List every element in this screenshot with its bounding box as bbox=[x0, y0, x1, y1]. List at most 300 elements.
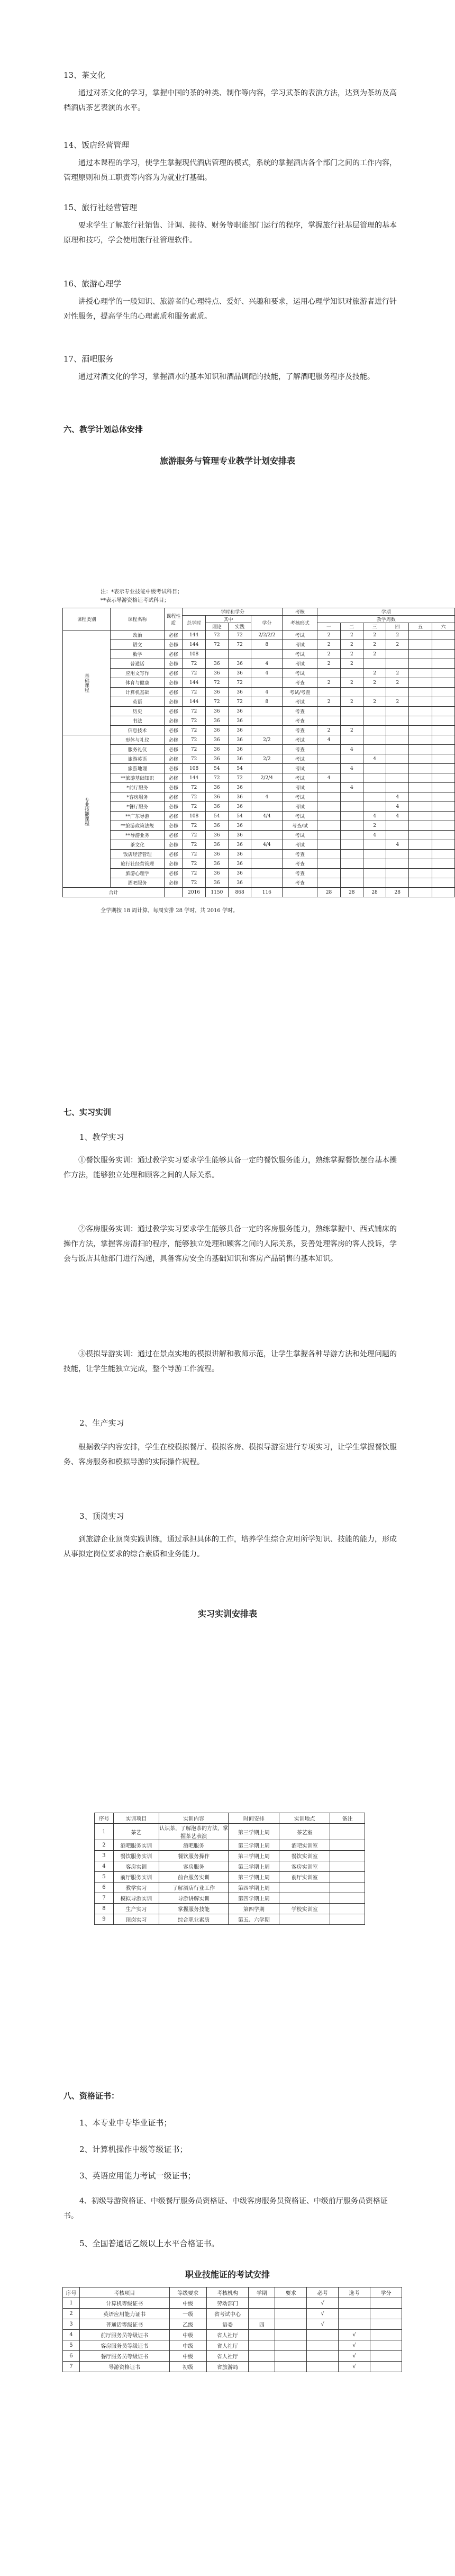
cert-cell: 四 bbox=[249, 2319, 275, 2330]
course-15-text: 要求学生了解旅行社销售、计调、接待、财务等职能部门运行的程序，掌握旅行社基层管理的基本原理和技巧，学会使用旅行社管理软件。 bbox=[63, 221, 397, 245]
cert-item-2: 2、计算机操作中级等级证书； bbox=[79, 2145, 188, 2154]
cert-cell: 3 bbox=[63, 2319, 80, 2330]
plan-cell bbox=[386, 764, 409, 773]
cert-cell bbox=[370, 2330, 402, 2340]
plan-cell bbox=[340, 812, 363, 821]
plan-cell: 必修 bbox=[165, 745, 183, 754]
internship-cell: 客房实训 bbox=[113, 1861, 159, 1872]
cert-cell bbox=[370, 2319, 402, 2330]
internship-cell: 第三学期上周 bbox=[229, 1824, 279, 1840]
cert-cell bbox=[249, 2309, 275, 2319]
plan-cell: 必修 bbox=[165, 678, 183, 688]
plan-cell bbox=[432, 688, 454, 697]
internship-row bbox=[95, 1840, 365, 1851]
plan-cell: 36 bbox=[228, 707, 251, 716]
plan-cell: 108 bbox=[183, 812, 205, 821]
plan-cell bbox=[340, 831, 363, 840]
plan-cell: 72 bbox=[183, 669, 205, 678]
plan-cell: 72 bbox=[183, 821, 205, 831]
plan-cell bbox=[432, 745, 454, 754]
plan-cell: 必修 bbox=[165, 783, 183, 792]
plan-cell: 考试 bbox=[283, 802, 317, 812]
plan-row bbox=[63, 735, 455, 745]
plan-cell: **广东导游 bbox=[110, 812, 164, 821]
plan-cell: 54 bbox=[205, 812, 228, 821]
plan-row bbox=[63, 745, 455, 754]
plan-cell: 必修 bbox=[165, 650, 183, 659]
plan-cell: 36 bbox=[205, 840, 228, 850]
plan-cell: 必修 bbox=[165, 792, 183, 802]
plan-cell bbox=[432, 640, 454, 650]
plan-row bbox=[63, 659, 455, 669]
plan-cell bbox=[432, 840, 454, 850]
plan-cell: 考查/试 bbox=[283, 821, 317, 831]
plan-cell bbox=[386, 869, 409, 878]
cert-cell: √ bbox=[339, 2362, 370, 2372]
col-total: 总学时 bbox=[183, 616, 205, 631]
internship-cell: 第三学期上周 bbox=[229, 1851, 279, 1861]
plan-cell: 应用文写作 bbox=[110, 669, 164, 678]
cert-cell: 省人社厅 bbox=[206, 2351, 249, 2362]
internship-cell: 第三学期上周 bbox=[229, 1840, 279, 1851]
cert-cell: 中级 bbox=[169, 2298, 206, 2309]
plan-cell bbox=[409, 764, 432, 773]
plan-cell bbox=[340, 840, 363, 850]
plan-cell: 考查 bbox=[283, 878, 317, 888]
cert-cell: 乙级 bbox=[169, 2319, 206, 2330]
plan-row bbox=[63, 821, 455, 831]
col-exam: 考核 bbox=[283, 608, 317, 616]
course-14-head: 14、饭店经营管理 bbox=[63, 140, 130, 150]
plan-cell: 36 bbox=[205, 688, 228, 697]
plan-cell: 考试 bbox=[283, 792, 317, 802]
internship-cell: 客房服务 bbox=[159, 1861, 229, 1872]
cert-cell bbox=[339, 2309, 370, 2319]
plan-cell: *前厅服务 bbox=[110, 783, 164, 792]
plan-cell bbox=[409, 688, 432, 697]
plan-cell: 2 bbox=[363, 640, 386, 650]
plan-cell: 72 bbox=[205, 697, 228, 707]
plan-row bbox=[63, 631, 455, 640]
plan-cell: 4 bbox=[386, 840, 409, 850]
plan-cell: 2 bbox=[317, 678, 340, 688]
plan-cell: 2/2 bbox=[251, 735, 283, 745]
plan-cell bbox=[340, 859, 363, 869]
plan-cell bbox=[409, 659, 432, 669]
plan-cell: 36 bbox=[205, 735, 228, 745]
sem-1: 一 bbox=[317, 623, 340, 631]
plan-cell: 4 bbox=[386, 792, 409, 802]
plan-cell bbox=[409, 831, 432, 840]
plan-row bbox=[63, 697, 455, 707]
internship-cell: 认识茶，了解泡茶的方法，掌握茶艺表演 bbox=[159, 1824, 229, 1840]
internship-row bbox=[95, 1904, 365, 1914]
plan-cell bbox=[251, 821, 283, 831]
plan-cell bbox=[317, 840, 340, 850]
plan-cell: 72 bbox=[183, 840, 205, 850]
plan-cell bbox=[409, 678, 432, 688]
plan-cell bbox=[317, 821, 340, 831]
col-credit: 学分 bbox=[251, 616, 283, 631]
plan-cell bbox=[340, 802, 363, 812]
plan-row bbox=[63, 650, 455, 659]
plan-cell bbox=[432, 716, 454, 726]
plan-cell: 考试 bbox=[283, 783, 317, 792]
plan-cell: 2 bbox=[363, 669, 386, 678]
cert-cell: √ bbox=[339, 2340, 370, 2351]
cert-cell: 中级 bbox=[169, 2351, 206, 2362]
plan-cell: 2/2/2/2 bbox=[251, 631, 283, 640]
plan-cell: 36 bbox=[205, 783, 228, 792]
plan-cell: 必修 bbox=[165, 697, 183, 707]
plan-cell: 4 bbox=[317, 735, 340, 745]
plan-cell bbox=[432, 792, 454, 802]
plan-cell: 36 bbox=[205, 869, 228, 878]
internship-cell: 第四学期上周 bbox=[229, 1883, 279, 1893]
plan-cell bbox=[317, 745, 340, 754]
plan-row bbox=[63, 707, 455, 716]
plan-note-2: **表示导游资格证考试科目； bbox=[101, 598, 169, 604]
course-17-text: 通过对酒文化的学习，掌握酒水的基本知识和酒品调配的技能，了解酒吧服务程序及技能。 bbox=[78, 373, 375, 381]
plan-cell bbox=[251, 802, 283, 812]
plan-cell: 2 bbox=[386, 631, 409, 640]
plan-cell bbox=[363, 659, 386, 669]
cert-cell bbox=[370, 2362, 402, 2372]
internship-cell: 第五、六学期 bbox=[229, 1914, 279, 1925]
plan-cell: 2 bbox=[317, 659, 340, 669]
plan-cell bbox=[228, 650, 251, 659]
plan-cell bbox=[363, 764, 386, 773]
plan-cell bbox=[363, 707, 386, 716]
internship-cell: 掌握服务技能 bbox=[159, 1904, 229, 1914]
plan-cell: 72 bbox=[183, 707, 205, 716]
plan-cell bbox=[409, 821, 432, 831]
plan-cell bbox=[409, 802, 432, 812]
plan-cell bbox=[363, 792, 386, 802]
plan-note-1: 注：*表示专业技能中级考试科目； bbox=[101, 589, 183, 595]
plan-cell bbox=[363, 726, 386, 735]
internship-table bbox=[94, 1813, 365, 1925]
plan-cell: 72 bbox=[228, 773, 251, 783]
course-13-head: 13、茶文化 bbox=[63, 70, 106, 80]
plan-cell: 必修 bbox=[165, 669, 183, 678]
cert-cell bbox=[275, 2330, 307, 2340]
plan-cell: 72 bbox=[205, 773, 228, 783]
internship-cell: 餐饮实训室 bbox=[279, 1851, 330, 1861]
plan-cell: 4 bbox=[340, 745, 363, 754]
plan-cell: 旅游心理学 bbox=[110, 869, 164, 878]
internship-row bbox=[95, 1914, 365, 1925]
plan-cell: 36 bbox=[228, 792, 251, 802]
plan-cell: 考试/考查 bbox=[283, 688, 317, 697]
plan-cell: 72 bbox=[183, 754, 205, 764]
plan-cell bbox=[317, 878, 340, 888]
plan-cell: 酒吧服务 bbox=[110, 878, 164, 888]
plan-total-cell bbox=[409, 888, 432, 897]
plan-cell: 考试 bbox=[283, 764, 317, 773]
it-h-no: 序号 bbox=[95, 1813, 114, 1824]
cert-cell bbox=[339, 2298, 370, 2309]
plan-total-cell: 28 bbox=[386, 888, 409, 897]
plan-cell bbox=[340, 688, 363, 697]
plan-cell: 54 bbox=[205, 764, 228, 773]
plan-cell: 2 bbox=[340, 678, 363, 688]
cert-cell bbox=[275, 2319, 307, 2330]
plan-cell bbox=[363, 840, 386, 850]
internship-cell: 酒吧实训室 bbox=[279, 1840, 330, 1851]
internship-cell: 综合职业素质 bbox=[159, 1914, 229, 1925]
plan-cell bbox=[317, 802, 340, 812]
plan-cell bbox=[251, 831, 283, 840]
plan-cell: 144 bbox=[183, 640, 205, 650]
internship-row bbox=[95, 1893, 365, 1904]
plan-cell: 必修 bbox=[165, 812, 183, 821]
col-split: 其中 bbox=[205, 616, 251, 623]
ct-h-required: 必考 bbox=[307, 2287, 339, 2298]
plan-cell: 36 bbox=[228, 688, 251, 697]
cert-cell: 计算机等级证书 bbox=[79, 2298, 169, 2309]
plan-cell bbox=[251, 869, 283, 878]
plan-cell bbox=[386, 726, 409, 735]
plan-cell: 144 bbox=[183, 631, 205, 640]
plan-cell bbox=[317, 783, 340, 792]
plan-cell: 必修 bbox=[165, 764, 183, 773]
plan-cell: 计算机基础 bbox=[110, 688, 164, 697]
cert-cell bbox=[275, 2351, 307, 2362]
plan-cell bbox=[432, 812, 454, 821]
plan-total-cell: 28 bbox=[317, 888, 340, 897]
cert-row bbox=[63, 2309, 402, 2319]
cert-cell: 省考试中心 bbox=[206, 2309, 249, 2319]
col-theory: 理论 bbox=[205, 623, 228, 631]
s7-p5: 2、生产实习 bbox=[79, 1418, 124, 1428]
plan-cell: 饭店经营管理 bbox=[110, 850, 164, 859]
plan-cell: 2/2 bbox=[251, 754, 283, 764]
plan-row bbox=[63, 869, 455, 878]
internship-row bbox=[95, 1851, 365, 1861]
plan-cell: 36 bbox=[228, 659, 251, 669]
plan-cell bbox=[340, 707, 363, 716]
plan-cell bbox=[363, 850, 386, 859]
plan-cell: 旅游英语 bbox=[110, 754, 164, 764]
ct-h-level: 等级要求 bbox=[169, 2287, 206, 2298]
plan-cell: 语文 bbox=[110, 640, 164, 650]
plan-cell: 54 bbox=[228, 812, 251, 821]
plan-cell bbox=[386, 859, 409, 869]
plan-cell: 36 bbox=[228, 869, 251, 878]
internship-cell: 5 bbox=[95, 1872, 114, 1883]
cert-cell: 省人社厅 bbox=[206, 2330, 249, 2340]
cert-cell: 1 bbox=[63, 2298, 80, 2309]
plan-row bbox=[63, 831, 455, 840]
plan-total-cell: 868 bbox=[228, 888, 251, 897]
internship-cell bbox=[330, 1824, 365, 1840]
plan-cell bbox=[251, 878, 283, 888]
plan-cell: **导游业务 bbox=[110, 831, 164, 840]
internship-cell: 第四学期 bbox=[229, 1904, 279, 1914]
cert-cell bbox=[307, 2340, 339, 2351]
it-h-item: 实训项目 bbox=[113, 1813, 159, 1824]
plan-cell bbox=[432, 650, 454, 659]
plan-cell bbox=[432, 773, 454, 783]
plan-cell bbox=[386, 707, 409, 716]
plan-cell: 考试 bbox=[283, 754, 317, 764]
cert-cell bbox=[339, 2319, 370, 2330]
plan-group-basic: 基础课程 bbox=[63, 631, 111, 735]
plan-cell: 考查 bbox=[283, 726, 317, 735]
plan-cell: 旅行社经营管理 bbox=[110, 859, 164, 869]
plan-cell: 必修 bbox=[165, 802, 183, 812]
plan-cell bbox=[409, 850, 432, 859]
plan-cell: 4 bbox=[340, 764, 363, 773]
plan-cell: 8 bbox=[251, 697, 283, 707]
plan-cell: 必修 bbox=[165, 735, 183, 745]
plan-cell: 考查 bbox=[283, 707, 317, 716]
cert-cell: 语委 bbox=[206, 2319, 249, 2330]
plan-table-title: 旅游服务与管理专业教学计划安排表 bbox=[159, 456, 295, 466]
plan-cell: 形体与礼仪 bbox=[110, 735, 164, 745]
cert-cell bbox=[249, 2351, 275, 2362]
plan-cell: 必修 bbox=[165, 640, 183, 650]
plan-cell bbox=[432, 754, 454, 764]
plan-cell bbox=[363, 688, 386, 697]
internship-row bbox=[95, 1861, 365, 1872]
cert-cell: √ bbox=[307, 2309, 339, 2319]
plan-cell: 72 bbox=[183, 878, 205, 888]
plan-cell: 36 bbox=[205, 878, 228, 888]
plan-cell: 必修 bbox=[165, 831, 183, 840]
cert-cell: 餐厅服务员等级证书 bbox=[79, 2351, 169, 2362]
internship-table-title: 实习实训安排表 bbox=[197, 1609, 257, 1619]
cert-cell bbox=[370, 2351, 402, 2362]
internship-cell: 前台服务实训 bbox=[159, 1872, 229, 1883]
plan-cell: 36 bbox=[228, 802, 251, 812]
cert-cell: 普通话等级证书 bbox=[79, 2319, 169, 2330]
plan-cell: 必修 bbox=[165, 688, 183, 697]
internship-cell bbox=[330, 1872, 365, 1883]
plan-cell bbox=[409, 650, 432, 659]
plan-cell: 72 bbox=[183, 859, 205, 869]
sem-6: 六 bbox=[432, 623, 454, 631]
plan-row bbox=[63, 859, 455, 869]
cert-cell bbox=[249, 2362, 275, 2372]
plan-cell: 4/4 bbox=[251, 812, 283, 821]
cert-cell bbox=[249, 2330, 275, 2340]
col-practice: 实践 bbox=[228, 623, 251, 631]
plan-cell: 4 bbox=[363, 754, 386, 764]
plan-cell: 4 bbox=[386, 812, 409, 821]
plan-cell: 36 bbox=[228, 878, 251, 888]
plan-cell: 36 bbox=[205, 659, 228, 669]
s7-p2: ①餐饮服务实训：通过教学实习要求学生能够具备一定的餐饮服务能力，熟练掌握餐饮摆台基本操作方法，能够独立处理和顾客之间的人际关系。 bbox=[63, 1156, 397, 1179]
plan-cell: 36 bbox=[228, 831, 251, 840]
plan-cell bbox=[409, 707, 432, 716]
internship-cell: 前厅实训室 bbox=[279, 1872, 330, 1883]
plan-cell: *餐厅服务 bbox=[110, 802, 164, 812]
cert-cell bbox=[275, 2362, 307, 2372]
plan-cell bbox=[317, 688, 340, 697]
plan-cell: 历史 bbox=[110, 707, 164, 716]
internship-cell: 第三学期上周 bbox=[229, 1872, 279, 1883]
plan-cell: 数学 bbox=[110, 650, 164, 659]
cert-item-3: 3、英语应用能力考试一级证书； bbox=[79, 2171, 196, 2181]
plan-cell: 4 bbox=[251, 792, 283, 802]
plan-cell: 2 bbox=[363, 821, 386, 831]
internship-cell bbox=[279, 1883, 330, 1893]
it-h-content: 实训内容 bbox=[159, 1813, 229, 1824]
plan-total-cell: 28 bbox=[363, 888, 386, 897]
course-15-head: 15、旅行社经营管理 bbox=[63, 203, 138, 212]
it-h-note: 备注 bbox=[330, 1813, 365, 1824]
cert-cell: √ bbox=[339, 2330, 370, 2340]
plan-cell: 72 bbox=[183, 659, 205, 669]
plan-cell: *客房服务 bbox=[110, 792, 164, 802]
plan-cell bbox=[432, 659, 454, 669]
plan-cell bbox=[432, 678, 454, 688]
plan-cell: 36 bbox=[228, 735, 251, 745]
plan-cell: **旅游基础知识 bbox=[110, 773, 164, 783]
plan-cell: 36 bbox=[228, 840, 251, 850]
plan-cell bbox=[340, 773, 363, 783]
plan-row bbox=[63, 640, 455, 650]
plan-cell: 72 bbox=[183, 831, 205, 840]
plan-row bbox=[63, 764, 455, 773]
plan-row bbox=[63, 783, 455, 792]
course-16-text: 讲授心理学的一般知识、旅游者的心理特点、爱好、兴趣和要求，运用心理学知识对旅游者进行针对性服务，提高学生的心理素质和服务素质。 bbox=[63, 298, 397, 321]
plan-cell bbox=[340, 716, 363, 726]
cert-row bbox=[63, 2362, 402, 2372]
internship-cell: 茶艺室 bbox=[279, 1824, 330, 1840]
plan-cell: 72 bbox=[183, 802, 205, 812]
plan-cell bbox=[409, 631, 432, 640]
plan-cell: 必修 bbox=[165, 707, 183, 716]
plan-cell: 2 bbox=[317, 650, 340, 659]
plan-cell: 考试 bbox=[283, 812, 317, 821]
plan-cell bbox=[317, 859, 340, 869]
plan-cell: 72 bbox=[205, 678, 228, 688]
plan-cell bbox=[317, 792, 340, 802]
internship-cell: 第三学期上周 bbox=[229, 1861, 279, 1872]
plan-cell bbox=[432, 707, 454, 716]
plan-row bbox=[63, 726, 455, 735]
plan-cell bbox=[409, 812, 432, 821]
plan-cell: 36 bbox=[205, 802, 228, 812]
col-name: 课程名称 bbox=[110, 608, 164, 631]
plan-cell: 必修 bbox=[165, 840, 183, 850]
internship-cell: 酒吧服务实训 bbox=[113, 1840, 159, 1851]
course-17-head: 17、酒吧服务 bbox=[63, 354, 114, 364]
plan-cell: 4 bbox=[251, 659, 283, 669]
plan-cell: 考试 bbox=[283, 697, 317, 707]
plan-cell bbox=[386, 878, 409, 888]
col-exam-type: 考核形式 bbox=[283, 616, 317, 631]
plan-cell: 144 bbox=[183, 773, 205, 783]
cert-cell bbox=[275, 2298, 307, 2309]
cert-cell bbox=[307, 2330, 339, 2340]
plan-cell: 4 bbox=[386, 802, 409, 812]
plan-cell bbox=[363, 869, 386, 878]
plan-cell: 考试 bbox=[283, 631, 317, 640]
plan-cell bbox=[386, 659, 409, 669]
plan-cell: 考试 bbox=[283, 659, 317, 669]
internship-cell bbox=[330, 1861, 365, 1872]
plan-cell: **旅游政策法规 bbox=[110, 821, 164, 831]
plan-row bbox=[63, 878, 455, 888]
cert-cell: 5 bbox=[63, 2340, 80, 2351]
plan-row bbox=[63, 812, 455, 821]
plan-cell: 英语 bbox=[110, 697, 164, 707]
internship-cell bbox=[330, 1904, 365, 1914]
